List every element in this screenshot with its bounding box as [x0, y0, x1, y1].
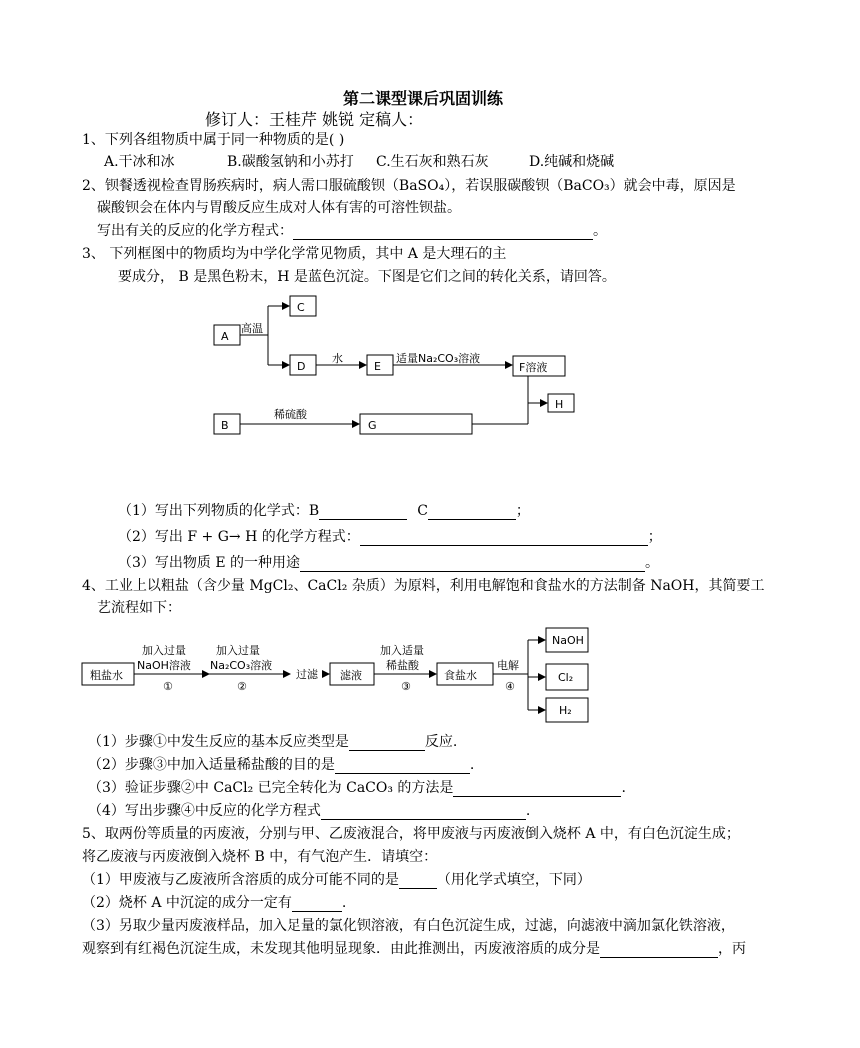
flow-label-cuyanshui: 粗盐水 — [90, 669, 123, 682]
q4-line2: 艺流程如下： — [97, 600, 181, 616]
q3-sub1-c: C — [417, 503, 428, 519]
flow-label-h2: H₂ — [559, 704, 572, 717]
q4-s4-prompt: （4）写出步骤④中反应的化学方程式 — [88, 803, 321, 819]
q3-sub1-prompt: （1）写出下列物质的化学式：B — [118, 503, 320, 519]
q3-line2: 要成分， B 是黑色粉末，H 是蓝色沉淀。下图是它们之间的转化关系，请回答。 — [118, 269, 616, 285]
q4-s1 — [88, 733, 457, 751]
q4-process-flow — [0, 620, 860, 725]
flow-add1-top: 加入过量 — [142, 644, 186, 657]
q2-answer-blank[interactable] — [293, 225, 593, 240]
q3-sub3-blank[interactable] — [300, 557, 645, 572]
label-xiliusuan: 稀硫酸 — [274, 408, 307, 421]
flow-dianjie: 电解 — [497, 659, 519, 672]
q3-sub1 — [118, 502, 530, 520]
label-e: E — [374, 360, 381, 373]
q5-s2 — [82, 894, 346, 912]
flow-guolv: 过滤 — [296, 668, 318, 681]
q4-s4-blank[interactable] — [321, 805, 526, 820]
q4-s1-blank[interactable] — [349, 736, 425, 751]
q3-sub2-end: ； — [647, 529, 662, 545]
q5-s3-blank[interactable] — [600, 943, 718, 958]
q4-s1-prompt: （1）步骤①中发生反应的基本反应类型是 — [88, 734, 349, 750]
flow-add3-bot: 稀盐酸 — [386, 659, 419, 672]
q2-end: 。 — [593, 223, 607, 239]
flow-step3: ③ — [401, 680, 411, 693]
q3-sub2-blank[interactable] — [360, 531, 648, 546]
q5-s3-line1: （3）另取少量丙废液样品，加入足量的氯化钡溶液，有白色沉淀生成，过滤，向滤液中滴加氯化铁溶液， — [82, 918, 735, 934]
flow-add2-top: 加入过量 — [216, 644, 260, 657]
q5-s2-prompt: （2）烧杯 A 中沉淀的成分一定有 — [82, 895, 292, 911]
q3-sub2 — [118, 528, 662, 546]
q1-stem: 1、下列各组物质中属于同一种物质的是( ) — [82, 132, 345, 148]
q4-s3 — [88, 779, 626, 797]
q4-s3-end: . — [621, 780, 626, 796]
label-c: C — [297, 301, 305, 314]
q5-s2-end: . — [341, 895, 347, 911]
page-title: 第二课型课后巩固训练 — [343, 89, 504, 108]
q4-line1: 4、工业上以粗盐（含少量 MgCl₂、CaCl₂ 杂质）为原料，利用电解饱和食盐水的方法制备 NaOH，其简要工 — [82, 578, 765, 594]
label-h: H — [555, 398, 564, 411]
label-shui: 水 — [332, 352, 343, 365]
q4-s3-blank[interactable] — [453, 782, 621, 797]
flow-label-cl2: Cl₂ — [558, 671, 574, 684]
q3-sub1-end: ； — [515, 503, 530, 519]
label-f: F溶液 — [519, 361, 548, 374]
q3-sub1-blank-c[interactable] — [428, 505, 516, 520]
label-d: D — [297, 360, 306, 373]
q3-sub1-blank-b[interactable] — [319, 505, 407, 520]
q5-line2: 将乙废液与丙废液倒入烧杯 B 中，有气泡产生．请填空： — [82, 849, 438, 865]
q5-s2-blank[interactable] — [292, 897, 342, 912]
flow-add3-top: 加入适量 — [380, 644, 424, 657]
q5-s3-end: ，丙 — [718, 941, 746, 957]
q5-s1-blank[interactable] — [399, 874, 437, 889]
q1-option-b: B.碳酸氢钠和小苏打 — [227, 154, 354, 170]
q5-s3-line2 — [82, 940, 746, 958]
flow-add2-bot: Na₂CO₃溶液 — [210, 659, 273, 672]
q3-sub3-end: 。 — [645, 555, 660, 571]
flow-step2: ② — [237, 680, 247, 693]
flow-add1-bot: NaOH溶液 — [137, 659, 191, 672]
flow-label-lvye: 滤液 — [340, 669, 362, 682]
box-g — [360, 414, 472, 434]
label-g: G — [368, 419, 377, 432]
q3-sub3-prompt: （3）写出物质 E 的一种用途 — [118, 555, 301, 571]
flow-step4: ④ — [505, 680, 515, 693]
q5-line1: 5、取两份等质量的丙废液，分别与甲、乙废液混合，将甲废液与丙废液倒入烧杯 A 中，有白色沉淀生成； — [82, 826, 740, 842]
q4-s2 — [88, 756, 474, 774]
label-gaowen: 高温 — [241, 322, 263, 335]
q2-line1: 2、钡餐透视检查胃肠疾病时，病人需口服硫酸钡（BaSO₄），若误服碳酸钡（BaCO₃）就会中毒，原因是 — [82, 178, 736, 194]
q3-line1: 3、 下列框图中的物质均为中学化学常见物质，其中 A 是大理石的主 — [82, 246, 507, 262]
q4-s2-prompt: （2）步骤③中加入适量稀盐酸的目的是 — [88, 757, 335, 773]
q4-s1-end: 反应. — [424, 734, 458, 750]
q4-s4-end: . — [525, 803, 531, 819]
q1-option-d: D.纯碱和烧碱 — [529, 154, 615, 170]
label-a: A — [221, 330, 229, 343]
label-shiliang: 适量Na₂CO₃溶液 — [396, 352, 481, 365]
flow-label-shiyanshui: 食盐水 — [444, 669, 477, 682]
q5-s1-prompt: （1）甲废液与乙废液所含溶质的成分可能不同的是 — [82, 872, 399, 888]
label-b: B — [221, 419, 229, 432]
q5-s3-prompt: 观察到有红褐色沉淀生成，未发现其他明显现象．由此推测出，丙废液溶质的成分是 — [82, 941, 600, 957]
q3-conversion-diagram — [0, 290, 860, 450]
q1-option-a: A.干冰和冰 — [104, 154, 175, 170]
q3-sub2-prompt: （2）写出 F + G→ H 的化学方程式： — [118, 529, 360, 545]
q4-s3-prompt: （3）验证步骤②中 CaCl₂ 已完全转化为 CaCO₃ 的方法是 — [88, 780, 454, 796]
q5-s1-end: （用化学式填空，下同） — [436, 872, 591, 888]
q5-s1 — [82, 871, 591, 889]
q4-s2-end: . — [469, 757, 475, 773]
reviser-line: 修订人：王桂芹 姚锐 定稿人： — [205, 110, 424, 129]
q3-sub3 — [118, 554, 659, 572]
q2-line2: 碳酸钡会在体内与胃酸反应生成对人体有害的可溶性钡盐。 — [97, 200, 461, 216]
flow-label-naoh: NaOH — [552, 634, 584, 647]
q4-s4 — [88, 802, 530, 820]
q2-line3 — [97, 222, 607, 240]
q4-s2-blank[interactable] — [335, 759, 470, 774]
q1-option-c: C.生石灰和熟石灰 — [376, 154, 489, 170]
flow-step1: ① — [163, 680, 173, 693]
q2-prompt: 写出有关的反应的化学方程式： — [97, 223, 293, 239]
